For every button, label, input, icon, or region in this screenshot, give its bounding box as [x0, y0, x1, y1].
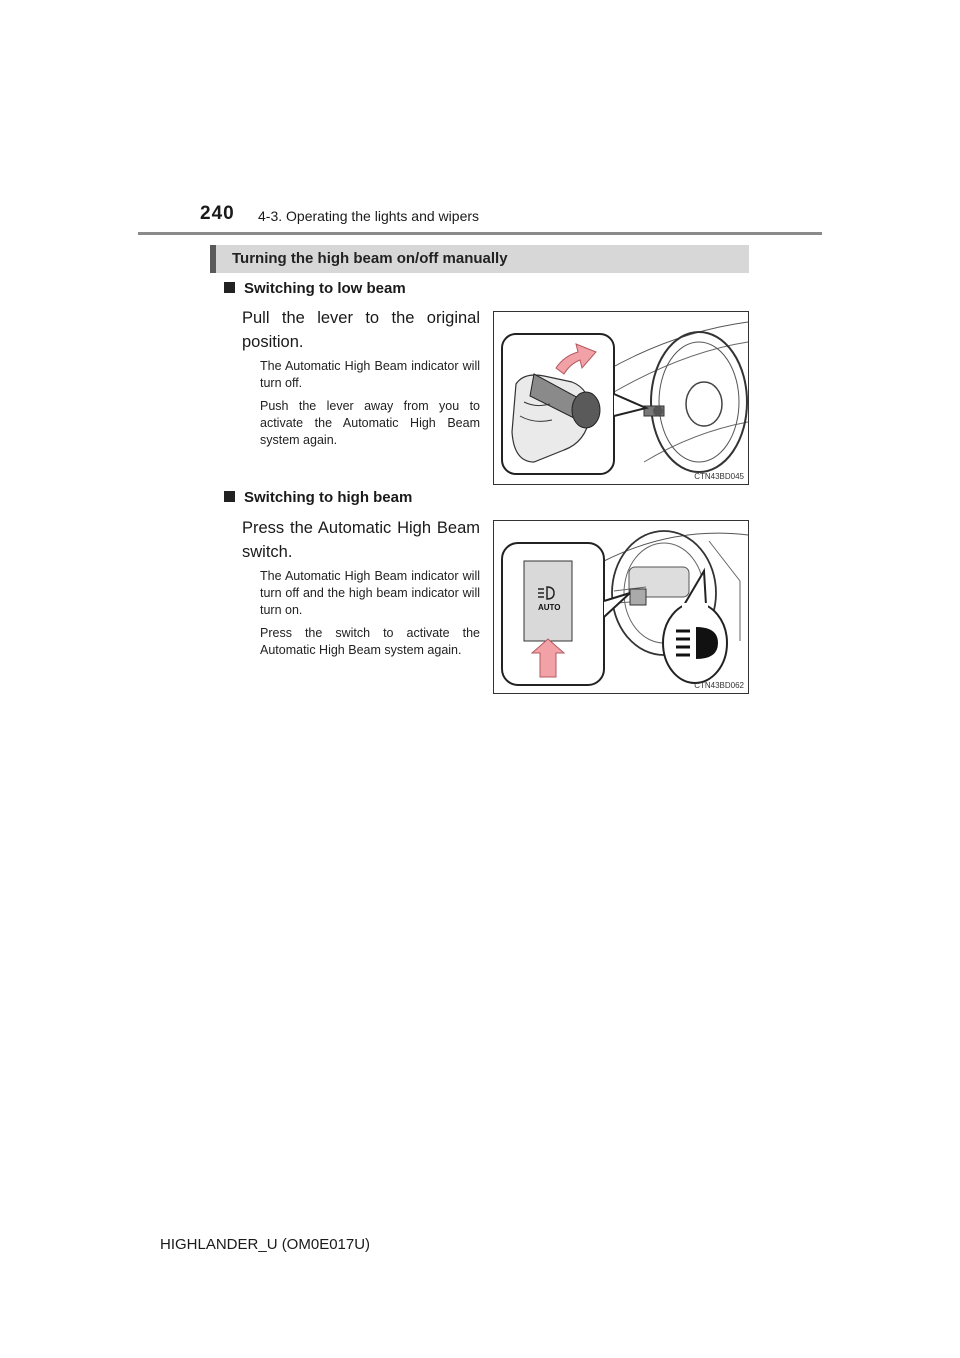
- header-rule: [138, 232, 822, 235]
- square-bullet-icon: [224, 282, 235, 293]
- section-bar: [210, 245, 749, 273]
- footer-model: HIGHLANDER_U (OM0E017U): [160, 1236, 371, 1253]
- note-low-beam-2: Push the lever away from you to activate the Automatic High Beam system again.: [260, 399, 480, 447]
- note-low-beam-1: The Automatic High Beam indicator will turn off.: [260, 359, 480, 390]
- figure-lever: [493, 311, 749, 485]
- subheading-low-beam: Switching to low beam: [224, 280, 406, 297]
- page-number: 240: [200, 203, 235, 224]
- figure-code: CTN43BD062: [694, 681, 744, 690]
- subheading-high-beam: Switching to high beam: [224, 489, 412, 506]
- square-bullet-icon: [224, 491, 235, 502]
- instruction-high-beam: Press the Automatic High Beam switch.: [242, 519, 480, 561]
- note-high-beam-1: The Automatic High Beam indicator will turn off and the high beam indicator will turn on.: [260, 569, 480, 617]
- auto-label: AUTO: [538, 603, 561, 612]
- section-title: Turning the high beam on/off manually: [232, 250, 508, 267]
- figure-auto-switch: [493, 520, 749, 694]
- note-high-beam-2: Press the switch to activate the Automatic High Beam system again.: [260, 626, 480, 657]
- header-section-title: 4-3. Operating the lights and wipers: [258, 208, 480, 224]
- figure-code: CTN43BD045: [694, 472, 744, 481]
- instruction-low-beam: Pull the lever to the original position.: [242, 309, 480, 351]
